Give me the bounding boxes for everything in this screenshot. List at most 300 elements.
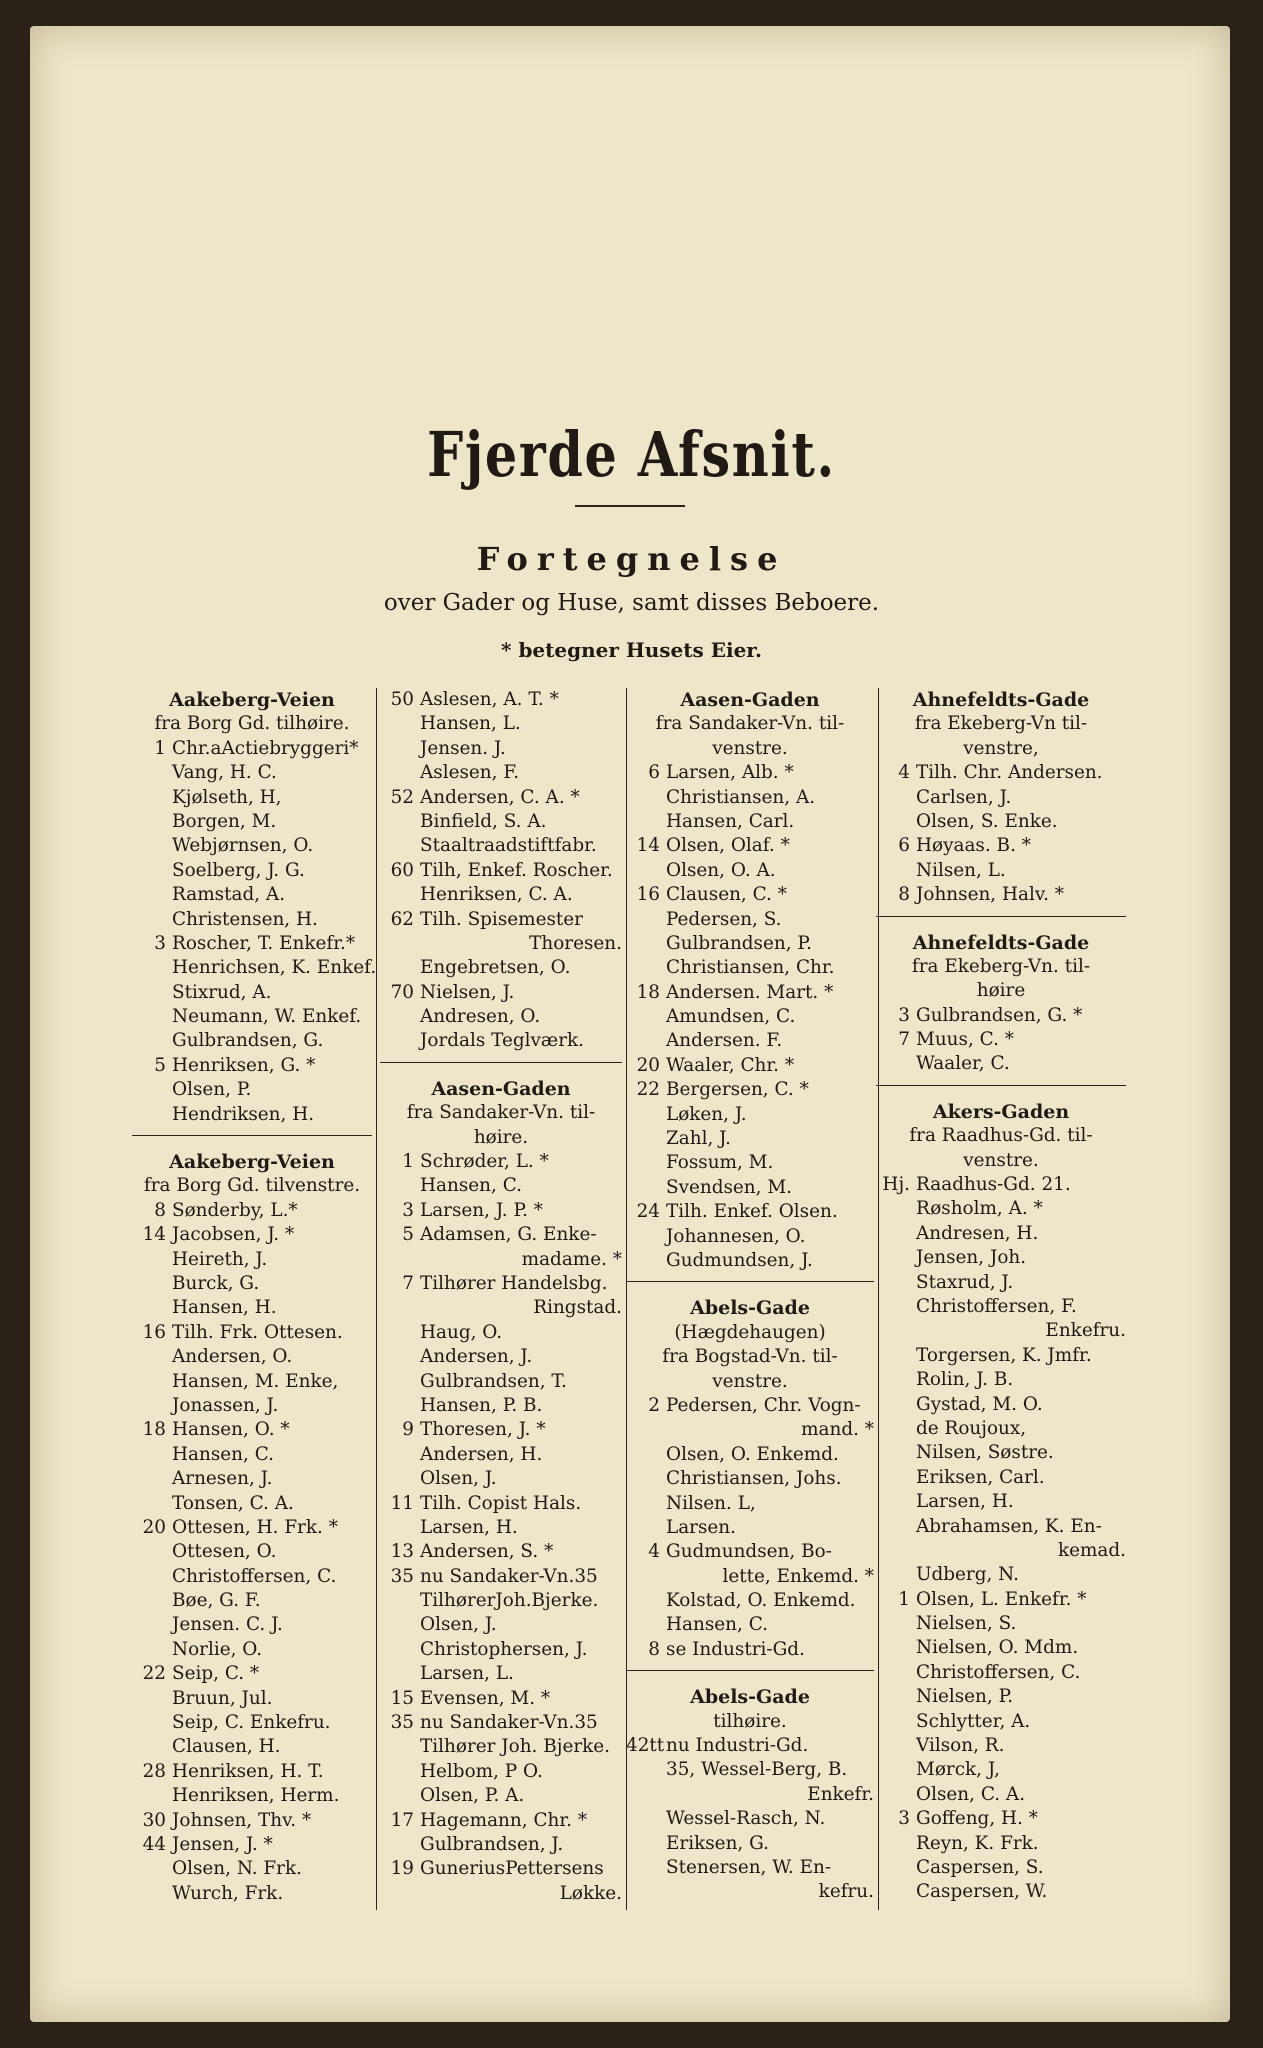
resident-entry xyxy=(132,1540,372,1564)
street-heading: Aakeberg-Veien xyxy=(169,689,335,711)
house-number xyxy=(132,883,172,907)
house-number: 22 xyxy=(142,1663,166,1685)
house-number xyxy=(132,1272,172,1296)
house-number xyxy=(876,1515,916,1539)
resident-entry xyxy=(876,1466,1126,1490)
house-number: 5 xyxy=(154,1054,166,1076)
resident-name: Schrøder, L. * xyxy=(420,1151,549,1173)
resident-entry xyxy=(380,1516,622,1540)
house-number xyxy=(876,859,916,883)
resident-entry xyxy=(380,1492,622,1516)
house-number xyxy=(876,1880,916,1904)
house-number xyxy=(876,1222,916,1246)
resident-entry xyxy=(876,1856,1126,1880)
resident-entry xyxy=(380,1272,622,1296)
resident-entry xyxy=(626,810,874,834)
resident-entry xyxy=(626,1758,874,1782)
resident-name: se Industri-Gd. xyxy=(666,1638,805,1660)
resident-name: Stenersen, W. En- xyxy=(666,1856,832,1878)
house-number: 35 xyxy=(390,1712,414,1734)
resident-entry xyxy=(132,761,372,785)
resident-entry xyxy=(380,859,622,883)
house-number: 50 xyxy=(390,689,414,710)
resident-entry xyxy=(132,1662,372,1686)
house-number xyxy=(132,1467,172,1491)
house-number xyxy=(626,1758,666,1782)
resident-name: Johnsen, Halv. * xyxy=(916,884,1064,906)
resident-name: Abrahamsen, K. En- xyxy=(916,1515,1102,1537)
resident-entry xyxy=(380,1005,622,1029)
resident-entry xyxy=(380,1540,622,1564)
house-number xyxy=(626,1832,666,1856)
resident-name: Andresen, O. xyxy=(420,1006,541,1028)
resident-entry xyxy=(132,1296,372,1320)
resident-entry xyxy=(626,1127,874,1151)
resident-entry xyxy=(380,1321,622,1345)
resident-entry xyxy=(132,1248,372,1272)
entry-continuation xyxy=(626,1418,874,1442)
resident-name: Engebretsen, O. xyxy=(420,957,571,979)
resident-name: Tilh. Copist Hals. xyxy=(420,1492,582,1514)
house-number xyxy=(876,1052,916,1076)
resident-name: Aslesen, F. xyxy=(420,762,520,784)
resident-entry xyxy=(626,834,874,858)
house-number xyxy=(876,1734,916,1758)
house-number xyxy=(876,1344,916,1368)
resident-entry xyxy=(626,859,874,883)
resident-entry xyxy=(876,1588,1126,1612)
resident-name: Tilh, Enkef. Roscher. xyxy=(420,859,613,881)
resident-name: Hansen, O. * xyxy=(172,1419,290,1441)
resident-name: Caspersen, S. xyxy=(916,1856,1044,1878)
resident-entry xyxy=(626,956,874,980)
house-number xyxy=(380,1174,420,1198)
resident-entry xyxy=(876,1758,1126,1782)
house-number xyxy=(626,956,666,980)
resident-name: Nielsen, O. Mdm. xyxy=(916,1637,1079,1659)
resident-entry xyxy=(132,1516,372,1540)
house-number xyxy=(132,1296,172,1320)
resident-name: Andersen. Mart. * xyxy=(666,981,834,1003)
resident-name: Jensen. J. xyxy=(420,737,506,759)
resident-name: Kolstad, O. Enkemd. xyxy=(666,1590,856,1612)
house-number xyxy=(132,1394,172,1418)
entry-continuation xyxy=(380,932,622,956)
entry-continuation xyxy=(626,1783,874,1807)
resident-name: Hansen, L. xyxy=(420,713,521,735)
house-number xyxy=(876,1295,916,1319)
house-number xyxy=(876,1856,916,1880)
house-number xyxy=(626,1467,666,1491)
resident-entry xyxy=(876,1344,1126,1368)
house-number xyxy=(626,786,666,810)
entry-continuation xyxy=(626,1565,874,1589)
resident-name: Adamsen, G. Enke- xyxy=(420,1224,597,1246)
street-heading: Aakeberg-Veien xyxy=(169,1151,335,1174)
resident-name: Olsen, O. Enkemd. xyxy=(666,1443,839,1465)
resident-name: Christiansen, A. xyxy=(666,786,816,808)
house-number xyxy=(132,956,172,980)
house-number xyxy=(626,1103,666,1127)
house-number: 20 xyxy=(636,1054,660,1076)
resident-entry xyxy=(132,1613,372,1637)
house-number xyxy=(380,1784,420,1808)
house-number: 3 xyxy=(402,1199,414,1221)
resident-name: TilhørerJoh.Bjerke. xyxy=(420,1590,599,1612)
house-number xyxy=(876,1612,916,1636)
resident-name: Staaltraadstiftfabr. xyxy=(420,835,597,857)
house-number xyxy=(876,1832,916,1856)
house-number: 18 xyxy=(142,1419,166,1441)
resident-name: Olsen, N. Frk. xyxy=(172,1858,302,1880)
resident-name: Pedersen, S. xyxy=(666,908,782,930)
house-number xyxy=(132,761,172,785)
house-number: 4 xyxy=(648,1541,660,1563)
resident-name: Bergersen, C. * xyxy=(666,1079,809,1101)
resident-name: Olsen, P. A. xyxy=(420,1785,525,1807)
resident-entry xyxy=(876,1271,1126,1295)
resident-name: Bruun, Jul. xyxy=(172,1687,273,1709)
resident-name: Olsen, C. A. xyxy=(916,1783,1026,1805)
house-number: 22 xyxy=(636,1079,660,1101)
resident-entry xyxy=(380,1394,622,1418)
resident-entry xyxy=(626,1613,874,1637)
house-number xyxy=(380,1613,420,1637)
resident-name: Christoffersen, F. xyxy=(916,1295,1077,1317)
resident-entry xyxy=(132,1882,372,1906)
resident-name: Ottesen, H. Frk. * xyxy=(172,1516,338,1538)
house-number xyxy=(626,1807,666,1831)
house-number xyxy=(132,1345,172,1369)
resident-entry xyxy=(132,1857,372,1881)
resident-entry xyxy=(876,1783,1126,1807)
street-heading: Aasen-Gaden xyxy=(680,689,820,711)
resident-entry xyxy=(380,1467,622,1491)
resident-entry xyxy=(876,1636,1126,1660)
resident-entry xyxy=(876,883,1126,907)
house-number xyxy=(380,1321,420,1345)
street-direction: fra Ekeberg-Vn til- xyxy=(914,713,1088,735)
resident-name: Roscher, T. Enkefr.* xyxy=(172,932,356,954)
house-number xyxy=(876,1661,916,1685)
resident-name: Muus, C. * xyxy=(916,1029,1014,1051)
house-number xyxy=(380,737,420,761)
resident-entry xyxy=(380,1199,622,1223)
resident-entry xyxy=(380,834,622,858)
resident-name: Henrichsen, K. Enkef. xyxy=(172,957,377,979)
resident-entry xyxy=(626,1638,874,1662)
resident-name: Wessel-Rasch, N. xyxy=(666,1808,826,1830)
resident-entry xyxy=(380,956,622,980)
resident-entry xyxy=(876,1246,1126,1270)
house-number: 15 xyxy=(390,1687,414,1709)
house-number xyxy=(876,1490,916,1514)
house-number xyxy=(132,1687,172,1711)
resident-name: Binfield, S. A. xyxy=(420,810,547,832)
resident-entry xyxy=(876,1441,1126,1465)
resident-entry xyxy=(876,859,1126,883)
resident-name: Gulbrandsen, T. xyxy=(420,1370,567,1392)
resident-entry xyxy=(380,1687,622,1711)
house-number: 1 xyxy=(402,1151,414,1173)
resident-entry xyxy=(876,1685,1126,1709)
resident-name: nu Industri-Gd. xyxy=(666,1735,809,1757)
house-number xyxy=(380,1638,420,1662)
entry-text: kefru. xyxy=(818,1881,874,1903)
resident-entry xyxy=(626,1225,874,1249)
resident-entry xyxy=(132,1833,372,1857)
resident-entry xyxy=(876,1807,1126,1831)
resident-name: Svendsen, M. xyxy=(666,1176,793,1198)
house-number: 17 xyxy=(390,1809,414,1831)
house-number xyxy=(132,1857,172,1881)
resident-entry xyxy=(876,1417,1126,1441)
house-number xyxy=(380,1467,420,1491)
section-rule xyxy=(876,916,1126,917)
resident-entry xyxy=(626,1176,874,1200)
entry-continuation xyxy=(876,1539,1126,1563)
resident-name: Helbom, P O. xyxy=(420,1760,543,1782)
subtitle-description: over Gader og Huse, samt disses Beboere. xyxy=(383,590,880,616)
resident-entry xyxy=(132,1492,372,1516)
house-number xyxy=(626,1856,666,1880)
resident-name: Nilsen. L, xyxy=(666,1492,756,1514)
resident-name: Tilh. Frk. Ottesen. xyxy=(172,1321,343,1343)
house-number xyxy=(380,712,420,736)
resident-name: Carlsen, J. xyxy=(916,786,1012,808)
house-number: 6 xyxy=(648,762,660,784)
house-number xyxy=(132,1078,172,1102)
resident-entry xyxy=(132,786,372,810)
house-number xyxy=(132,1370,172,1394)
resident-entry xyxy=(626,1103,874,1127)
entry-continuation xyxy=(380,1882,622,1906)
section-rule xyxy=(626,1281,874,1282)
resident-name: Jacobsen, J. * xyxy=(172,1224,295,1246)
resident-entry xyxy=(876,1028,1126,1052)
resident-name: Torgersen, K. Jmfr. xyxy=(916,1344,1092,1366)
house-number xyxy=(876,1563,916,1587)
resident-name: Amundsen, C. xyxy=(666,1006,796,1028)
house-number xyxy=(132,834,172,858)
resident-name: Andersen, H. xyxy=(420,1443,543,1465)
house-number xyxy=(132,1784,172,1808)
resident-entry xyxy=(132,1809,372,1833)
resident-entry xyxy=(876,1368,1126,1392)
resident-entry xyxy=(380,1613,622,1637)
entry-text: kemad. xyxy=(1057,1539,1126,1561)
street-direction: fra Sandaker-Vn. til- xyxy=(655,713,845,735)
column-3 xyxy=(626,688,874,1905)
resident-entry xyxy=(132,1711,372,1735)
resident-entry xyxy=(876,1393,1126,1417)
resident-name: Christiansen, Johs. xyxy=(666,1468,842,1490)
resident-name: Hagemann, Chr. * xyxy=(420,1809,588,1831)
resident-name: Stixrud, A. xyxy=(172,981,272,1003)
entry-continuation xyxy=(626,1880,874,1904)
resident-entry xyxy=(380,1833,622,1857)
street-direction: høire xyxy=(976,980,1026,1002)
house-number xyxy=(876,1246,916,1270)
resident-name: Hansen, C. xyxy=(172,1443,274,1465)
resident-name: Høyaas. B. * xyxy=(916,835,1031,857)
resident-entry xyxy=(380,712,622,736)
house-number xyxy=(876,810,916,834)
resident-name: Hendriksen, H. xyxy=(172,1103,315,1125)
resident-name: GuneriusPettersens xyxy=(420,1858,604,1880)
resident-entry xyxy=(132,1687,372,1711)
resident-name: Wurch, Frk. xyxy=(172,1882,284,1904)
resident-entry xyxy=(626,908,874,932)
house-number: Hj. xyxy=(882,1174,910,1196)
section-rule xyxy=(380,1062,622,1063)
resident-entry xyxy=(626,1029,874,1053)
house-number xyxy=(132,1565,172,1589)
resident-entry xyxy=(876,1612,1126,1636)
house-number: 44 xyxy=(142,1833,166,1855)
entry-text: Ringstad. xyxy=(533,1297,622,1319)
resident-name: Gulbrandsen, G. xyxy=(172,1030,324,1052)
resident-name: Pedersen, Chr. Vogn- xyxy=(666,1394,861,1416)
resident-name: Gulbrandsen, G. * xyxy=(916,1004,1083,1026)
resident-entry xyxy=(626,1832,874,1856)
house-number xyxy=(380,1029,420,1053)
resident-name: Nilsen, Søstre. xyxy=(916,1442,1054,1464)
street-direction: fra Borg Gd. tilvenstre. xyxy=(143,1175,361,1197)
house-number xyxy=(132,1540,172,1564)
resident-name: Webjørnsen, O. xyxy=(172,835,314,857)
resident-name: Henriksen, G. * xyxy=(172,1054,316,1076)
house-number xyxy=(380,834,420,858)
resident-entry xyxy=(380,786,622,810)
entry-text: mand. * xyxy=(801,1419,874,1441)
house-number xyxy=(876,1368,916,1392)
entry-continuation xyxy=(380,1248,622,1272)
resident-entry xyxy=(132,981,372,1005)
house-number xyxy=(380,810,420,834)
resident-entry xyxy=(876,1734,1126,1758)
house-number: 9 xyxy=(402,1419,414,1441)
section-rule xyxy=(626,1670,874,1671)
resident-entry xyxy=(380,1809,622,1833)
resident-entry xyxy=(132,834,372,858)
resident-entry xyxy=(132,1321,372,1345)
resident-name: Gulbrandsen, P. xyxy=(666,932,812,954)
column-1 xyxy=(132,688,377,1906)
resident-name: Norlie, O. xyxy=(172,1638,263,1660)
resident-name: Christiansen, Chr. xyxy=(666,957,835,979)
house-number: 13 xyxy=(390,1541,414,1563)
resident-name: Arnesen, J. xyxy=(172,1468,273,1490)
resident-name: Røsholm, A. * xyxy=(916,1198,1043,1220)
house-number: 18 xyxy=(636,981,660,1003)
resident-name: Fossum, M. xyxy=(666,1152,774,1174)
house-number xyxy=(380,1345,420,1369)
resident-entry xyxy=(626,1005,874,1029)
house-number xyxy=(132,1103,172,1127)
house-number xyxy=(626,1127,666,1151)
resident-name: Waaler, C. xyxy=(916,1053,1010,1075)
house-number xyxy=(876,1636,916,1660)
resident-name: Olsen, S. Enke. xyxy=(916,810,1058,832)
resident-name: Raadhus-Gd. 21. xyxy=(916,1174,1071,1196)
resident-name: Andresen, H. xyxy=(916,1222,1039,1244)
resident-entry xyxy=(876,1661,1126,1685)
resident-entry xyxy=(626,981,874,1005)
resident-name: Borgen, M. xyxy=(172,810,277,832)
resident-entry xyxy=(626,786,874,810)
resident-entry xyxy=(626,1394,874,1418)
resident-entry xyxy=(876,834,1126,858)
resident-name: Tilh. Spisemester xyxy=(420,908,583,930)
resident-entry xyxy=(132,737,372,761)
resident-entry xyxy=(132,1760,372,1784)
resident-entry xyxy=(626,1516,874,1540)
house-number: 28 xyxy=(142,1760,166,1782)
resident-name: Goffeng, H. * xyxy=(916,1808,1038,1830)
house-number xyxy=(132,1248,172,1272)
resident-name: Clausen, H. xyxy=(172,1736,281,1758)
resident-entry xyxy=(380,1443,622,1467)
resident-entry xyxy=(626,1249,874,1273)
resident-name: Heireth, J. xyxy=(172,1248,268,1270)
house-number xyxy=(380,1735,420,1759)
resident-name: Olsen, P. xyxy=(172,1079,252,1101)
resident-name: Reyn, K. Frk. xyxy=(916,1832,1039,1854)
resident-entry xyxy=(132,956,377,980)
resident-name: Andersen, J. xyxy=(420,1346,533,1368)
resident-name: Hansen, P. B. xyxy=(420,1394,543,1416)
street-direction: høire. xyxy=(473,1126,529,1148)
resident-name: Sønderby, L.* xyxy=(172,1199,298,1221)
house-number xyxy=(626,1029,666,1053)
resident-entry xyxy=(626,1151,874,1175)
resident-entry xyxy=(626,1054,874,1078)
resident-entry xyxy=(876,1832,1126,1856)
resident-name: Bøe, G. F. xyxy=(172,1590,261,1612)
house-number xyxy=(380,883,420,907)
resident-entry xyxy=(380,883,622,907)
resident-entry xyxy=(132,1199,372,1223)
house-number: 62 xyxy=(390,908,414,930)
resident-name: Andersen. F. xyxy=(666,1030,783,1052)
resident-name: Clausen, C. * xyxy=(666,884,787,906)
resident-entry xyxy=(132,1029,372,1053)
resident-name: Tilh. Enkef. Olsen. xyxy=(666,1201,838,1223)
resident-name: Andersen, S. * xyxy=(420,1541,554,1563)
house-number: 5 xyxy=(402,1224,414,1246)
house-number xyxy=(626,1589,666,1613)
house-number xyxy=(132,1882,172,1906)
house-number xyxy=(380,1443,420,1467)
resident-name: Aslesen, A. T. * xyxy=(420,689,559,710)
house-number xyxy=(876,1441,916,1465)
house-number: 16 xyxy=(636,884,660,906)
resident-name: Larsen, J. P. * xyxy=(420,1199,543,1221)
resident-name: Chr.aActiebryggeri* xyxy=(172,737,359,759)
resident-name: Larsen. xyxy=(666,1516,736,1538)
resident-entry xyxy=(876,1880,1126,1904)
resident-entry xyxy=(626,761,874,785)
house-number: 14 xyxy=(636,835,660,857)
resident-name: Tonsen, C. A. xyxy=(172,1492,294,1514)
house-number xyxy=(380,1833,420,1857)
resident-entry xyxy=(132,1565,372,1589)
resident-entry xyxy=(876,1173,1126,1197)
house-number: 70 xyxy=(390,981,414,1003)
resident-entry xyxy=(876,1295,1126,1319)
entry-continuation xyxy=(876,1319,1126,1343)
